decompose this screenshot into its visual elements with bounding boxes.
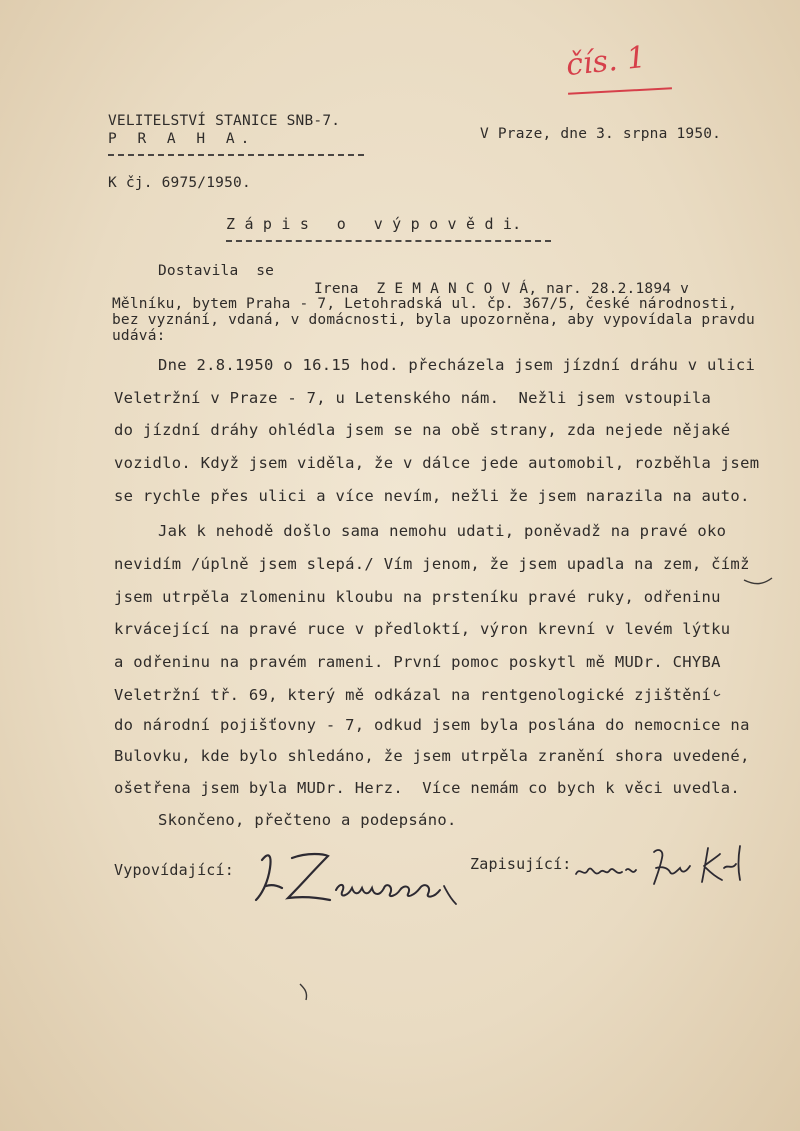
intro-lead: Dostavila se — [158, 263, 275, 279]
statement-line: jsem utrpěla zlomeninu kloubu na prsteníku pravé ruky, odřeninu — [114, 588, 721, 606]
org-name: VELITELSTVÍ STANICE SNB-7. — [108, 113, 341, 129]
statement-line: vozidlo. Když jsem viděla, že v dálce jede automobil, rozběhla jsem — [114, 454, 760, 472]
statement-line: Veletržní v Praze - 7, u Letenského nám. Nežli jsem vstoupila — [114, 389, 712, 407]
statement-line: Bulovku, kde bylo shledáno, že jsem utrpěla zranění shora uvedené, — [114, 747, 750, 765]
statement-line: Jak k nehodě došlo sama nemohu udati, poněvadž na pravé oko — [158, 522, 727, 540]
statement-line: ošetřena jsem byla MUDr. Herz. Více nemám co bych k věci uvedla. — [114, 779, 741, 797]
intro-status: bez vyznání, vdaná, v domácnosti, byla upozorněna, aby vypovídala pravdu — [112, 312, 755, 328]
reference-number: K čj. 6975/1950. — [108, 175, 251, 191]
witness-label: Vypovídající: — [114, 861, 234, 879]
document-title: Z á p i s o v ý p o v ě d i. — [226, 215, 522, 233]
place-date: V Praze, dne 3. srpna 1950. — [480, 126, 722, 142]
statement-line: se rychle přes ulici a více nevím, nežli že jsem narazila na auto. — [114, 487, 750, 505]
statement-line: a odřeninu na pravém rameni. První pomoc poskytl mě MUDr. CHYBA — [114, 653, 721, 671]
intro-name: Irena Z E M A N C O V Á, nar. 28.2.1894 v — [314, 281, 690, 297]
intro-declares: udává: — [112, 328, 166, 344]
document-number-mark: čís. 1 — [564, 39, 648, 84]
statement-line: do národní pojišťovny - 7, odkud jsem byla poslána do nemocnice na — [114, 716, 750, 734]
statement-line: Veletržní tř. 69, který mě odkázal na rentgenologické zjištění — [114, 686, 712, 704]
statement-line: nevidím /úplně jsem slepá./ Vím jenom, že jsem upadla na zem, čímž — [114, 555, 750, 573]
closing-line: Skončeno, přečteno a podepsáno. — [158, 811, 457, 829]
org-city: P R A H A. — [108, 131, 256, 147]
intro-address: Mělníku, bytem Praha - 7, Letohradská ul. čp. 367/5, české národnosti, — [112, 296, 738, 312]
statement-line: krvácející na pravé ruce v předloktí, výron krevní v levém lýtku — [114, 620, 731, 638]
statement-line: do jízdní dráhy ohlédla jsem se na obě strany, zda nejede nějaké — [114, 421, 731, 439]
statement-line: Dne 2.8.1950 o 16.15 hod. přecházela jsem jízdní dráhu v ulici — [158, 356, 756, 374]
recorder-label: Zapisující: — [470, 855, 572, 873]
